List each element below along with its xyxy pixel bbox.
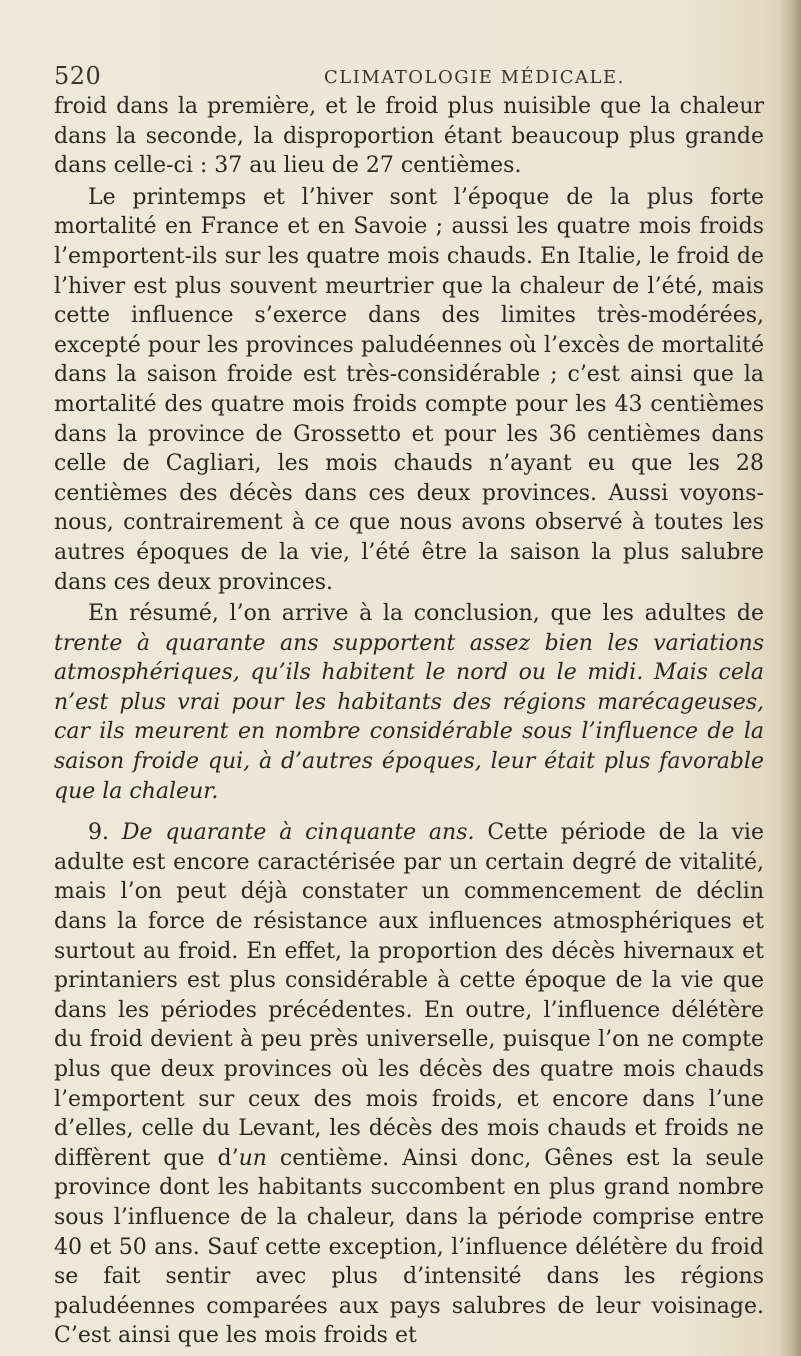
section-text-un: un <box>238 1145 267 1171</box>
section-text-part-a: Cette période de la vie adulte est encore caractérisée par un certain degré de vitalité, mais l’on peut déjà constater un commencement de déclin dans la force de résistance aux influences atmosphériques et surtout au froid. En effet, la proportion des décès hivernaux et printaniers est plus considérable à cette époque de la vie que dans les périodes précédentes. En outre, l’influence délétère du froid devient à peu près universelle, puisque l’on ne compte plus que deux provinces où les décès des quatre mois chauds l’emportent sur ceux des mois froids, et encore dans l’une d’elles, celle du Levant, les décès des mois chauds et froids ne diffèrent que d’ <box>54 820 764 1171</box>
summary-roman-text: En résumé, l’on arrive à la conclusion, que les adultes de <box>88 601 764 627</box>
body-text <box>54 92 764 1351</box>
section-forty-to-fifty <box>54 818 764 1351</box>
page-edge-shadow <box>779 0 801 1356</box>
paragraph-mortality-seasons: Le printemps et l’hiver sont l’époque de la plus forte mortalité en France et en Savoie ; aussi les quatre mois froids l’emportent-ils sur les quatre mois chauds. En Italie, le froid de l’hiver est plus souvent meurtrier que la chaleur de l’été, mais cette influence s’exerce dans des limites très-modérées, excepté pour les provinces paludéennes où l’excès de mortalité dans la saison froide est très-considérable ; c’est ainsi que la mortalité des quatre mois froids compte pour les 43 centièmes dans la province de Grossetto et pour les 36 centièmes dans celle de Cagliari, les mois chauds n’ayant eu que les 28 centièmes des décès dans ces deux provinces. Aussi voyons-nous, contrairement à ce que nous avons observé à toutes les autres époques de la vie, l’été être la saison la plus salubre dans ces deux provinces. <box>54 184 764 595</box>
section-heading: De quarante à cinquante ans. <box>121 820 475 846</box>
section-text-part-b: centième. Ainsi donc, Gênes est la seule province dont les habitants succombent en plus grand nombre sous l’influence de la chaleur, dans la période comprise entre 40 et 50 ans. Sauf cette exception, l’influence délétère du froid se fait sentir avec plus d’intensité dans les régions paludéennes comparées aux pays salubres de leur voisinage. C’est ainsi que les mois froids et <box>54 1145 765 1349</box>
running-title: CLIMATOLOGIE MÉDICALE. <box>324 67 625 88</box>
section-number: 9. <box>88 820 109 846</box>
summary-italic-text: trente à quarante ans supportent assez bien les variations atmosphériques, qu’ils habitent le nord ou le midi. Mais cela n’est plus vrai pour les habitants des régions marécageuses, car ils meurent en nombre considérable sous l’influence de la saison froide qui, à d’autres époques, leur était plus favorable que la chaleur. <box>54 630 764 804</box>
page-number: 520 <box>54 62 102 90</box>
page-header <box>54 62 754 94</box>
paragraph-continuation: froid dans la première, et le froid plus nuisible que la chaleur dans la seconde, la disproportion étant beaucoup plus grande dans celle-ci : 37 au lieu de 27 centièmes. <box>54 94 764 179</box>
paragraph-summary <box>54 599 764 806</box>
